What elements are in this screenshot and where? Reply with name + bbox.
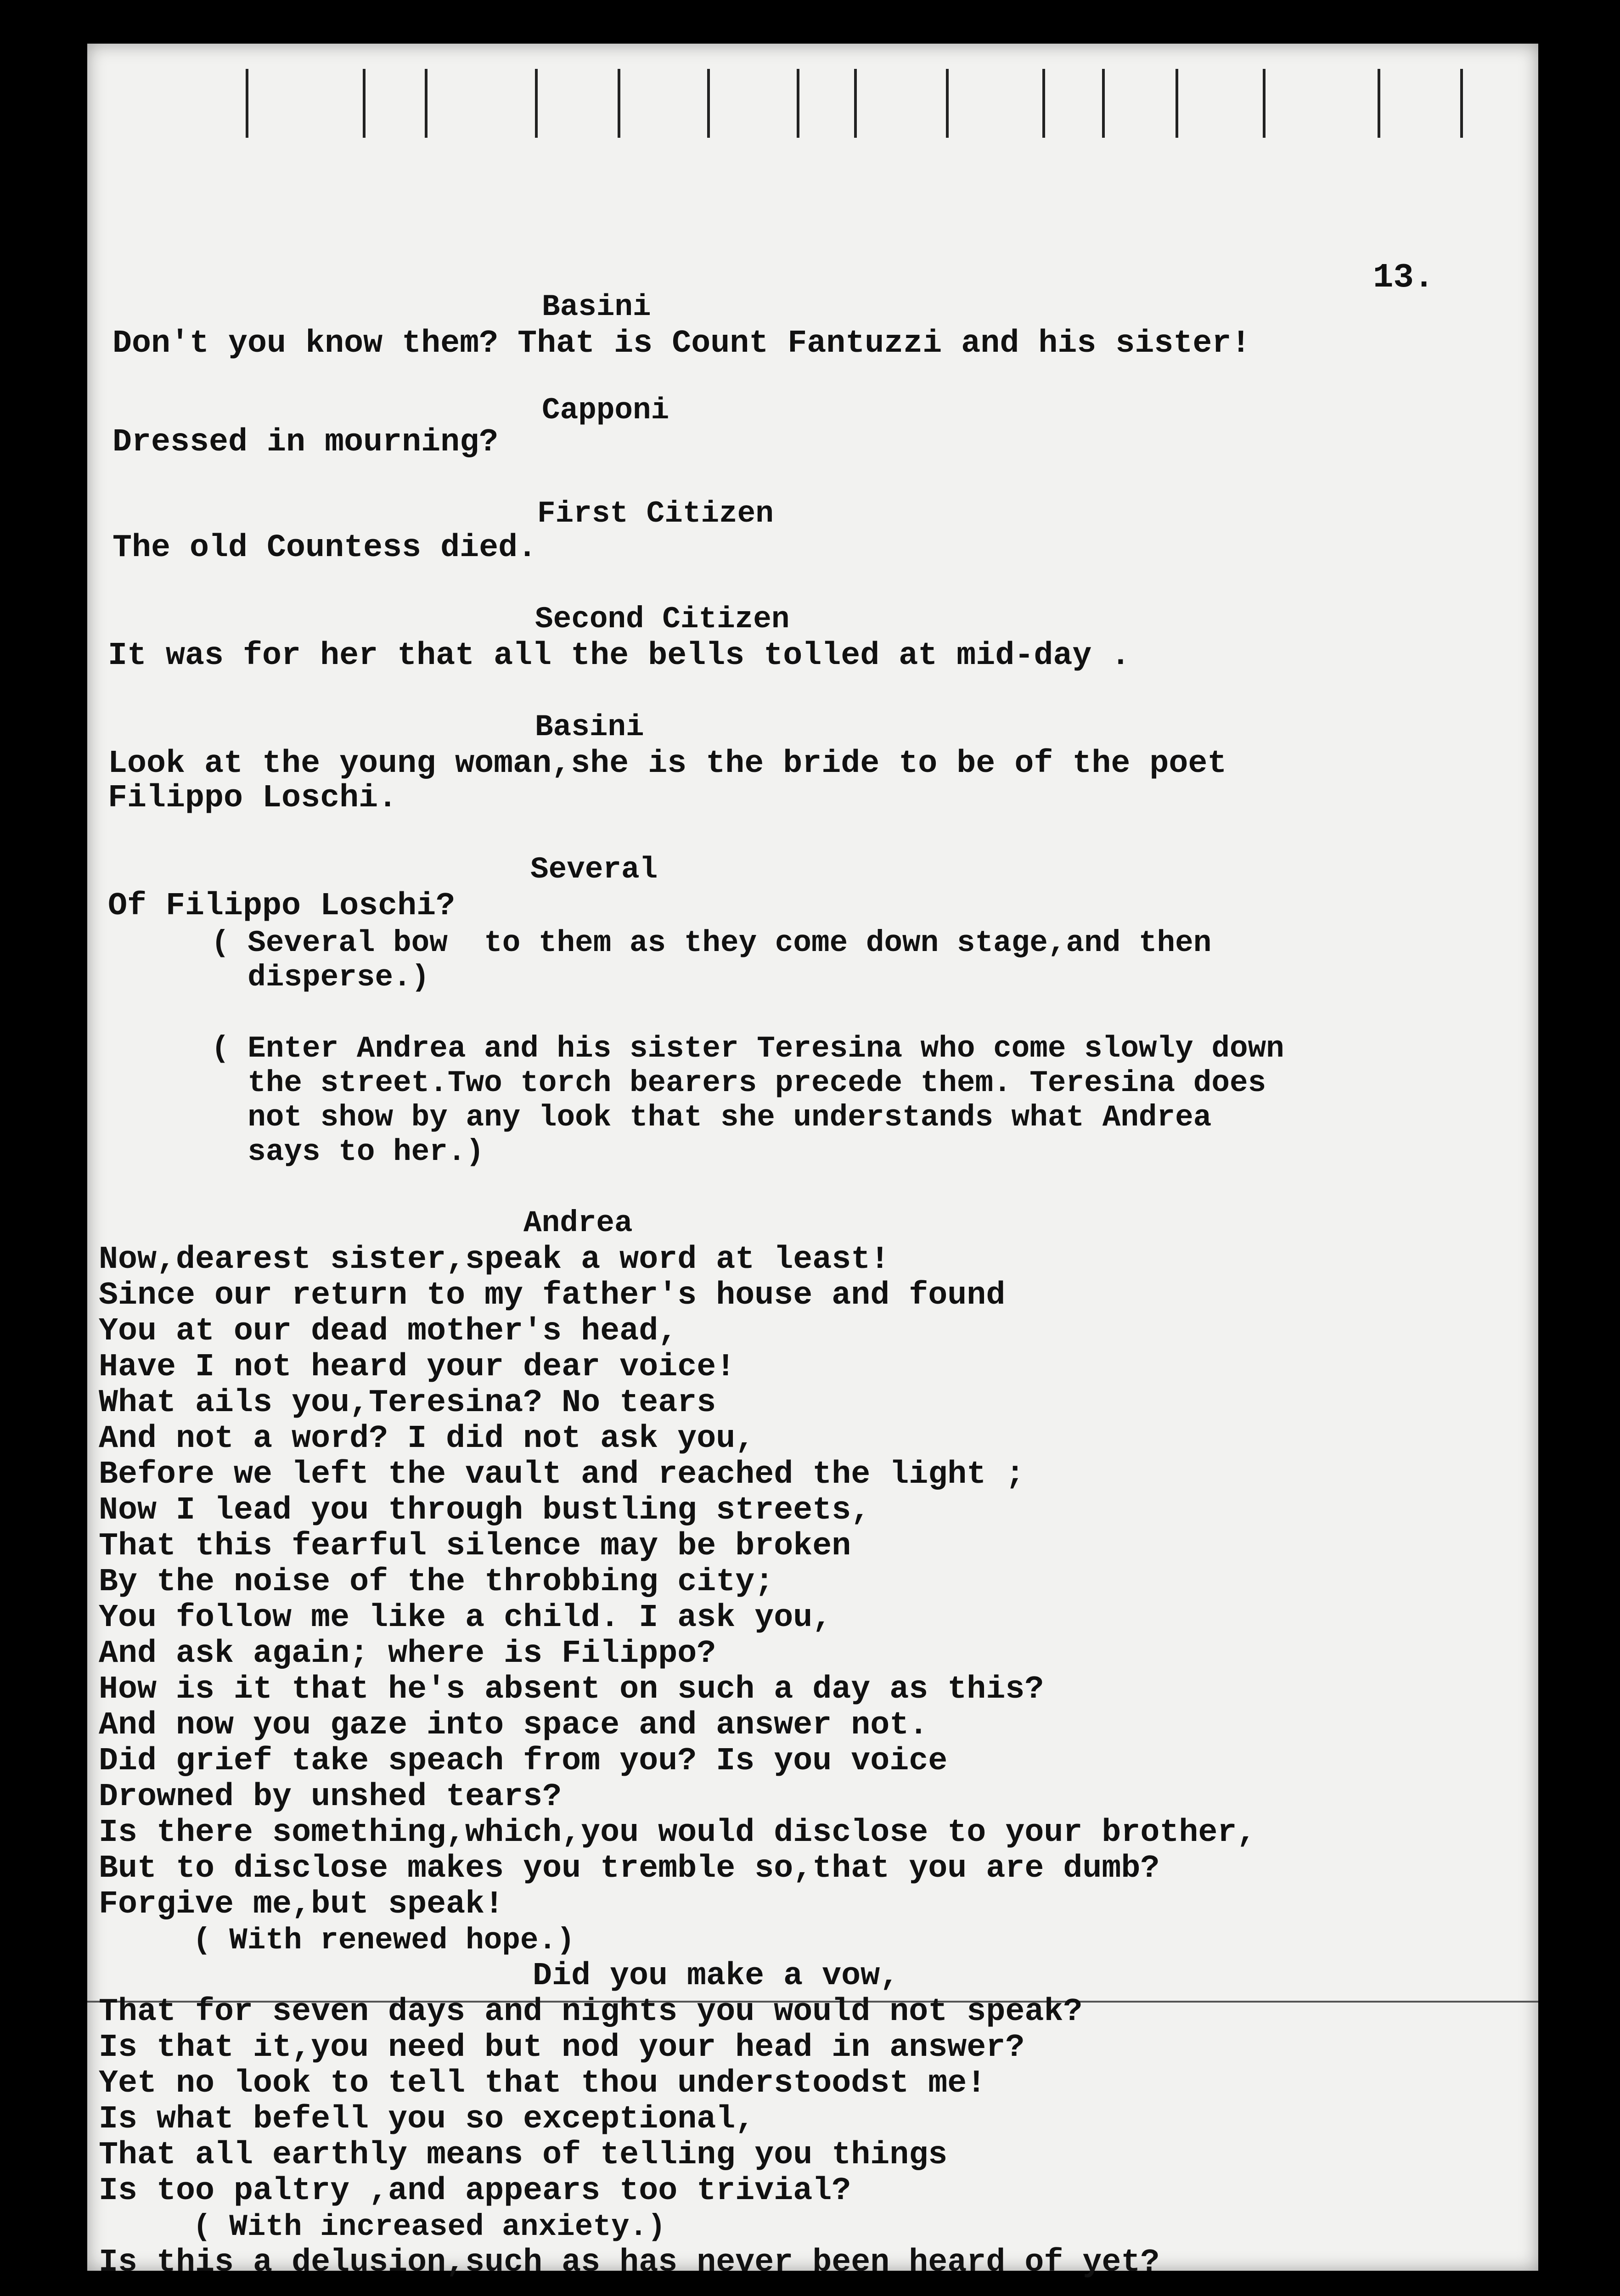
- tick-mark: [946, 69, 949, 138]
- stage-direction: ( Several bow to them as they come down stage,and then: [211, 926, 1212, 960]
- dialogue-line: Of Filippo Loschi?: [108, 888, 456, 924]
- speaker-name: Capponi: [542, 393, 669, 428]
- tick-mark: [363, 69, 366, 138]
- tick-mark: [535, 69, 538, 138]
- verse-line: That for seven days and nights you would not speak?: [99, 1994, 1083, 2030]
- dialogue-line: The old Countess died.: [112, 530, 537, 566]
- verse-line: Have I not heard your dear voice!: [99, 1349, 736, 1385]
- stage-direction: says to her.): [211, 1135, 484, 1169]
- speaker-name: First Citizen: [537, 496, 774, 531]
- verse-line: You follow me like a child. I ask you,: [99, 1600, 832, 1636]
- punch-tick-marks: [87, 69, 1538, 142]
- dialogue-line: Dressed in mourning?: [112, 424, 499, 461]
- speaker-name: Basini: [535, 710, 644, 744]
- stage-direction: ( With increased anxiety.): [193, 2210, 666, 2244]
- verse-line: Is what befell you so exceptional,: [99, 2101, 755, 2138]
- verse-line: But to disclose makes you tremble so,that you are dumb?: [99, 1851, 1160, 1887]
- stage-direction: not show by any look that she understands what Andrea: [211, 1100, 1212, 1135]
- verse-line: Is that it,you need but nod your head in answer?: [99, 2030, 1025, 2066]
- tick-mark: [618, 69, 620, 138]
- dialogue-line: Look at the young woman,she is the bride to be of the poet: [108, 746, 1227, 782]
- verse-line: And not a word? I did not ask you,: [99, 1421, 755, 1457]
- verse-line: By the noise of the throbbing city;: [99, 1564, 774, 1600]
- verse-line: That all earthly means of telling you things: [99, 2137, 948, 2173]
- verse-line: Now I lead you through bustling streets,: [99, 1492, 871, 1529]
- tick-mark: [1378, 69, 1380, 138]
- verse-line: Since our return to my father's house and found: [99, 1277, 1006, 1314]
- verse-line: And ask again; where is Filippo?: [99, 1636, 716, 1672]
- tick-mark: [1263, 69, 1266, 138]
- dialogue-line: Filippo Loschi.: [108, 780, 398, 816]
- verse-line: Did grief take speach from you? Is you voice: [99, 1743, 948, 1779]
- verse-line: Is this a delusion,such as has never been heard of yet?: [99, 2245, 1160, 2281]
- tick-mark: [1042, 69, 1045, 138]
- verse-line: Now,dearest sister,speak a word at least!: [99, 1242, 890, 1278]
- typescript-page: [87, 44, 1538, 2281]
- tick-mark: [1460, 69, 1463, 138]
- stage-direction: ( Enter Andrea and his sister Teresina who come slowly down: [211, 1031, 1284, 1066]
- verse-line: Is too paltry ,and appears too trivial?: [99, 2173, 851, 2209]
- verse-line: Did you make a vow,: [533, 1958, 900, 1994]
- verse-line: Yet no look to tell that thou understoodst me!: [99, 2065, 986, 2102]
- verse-line: Before we left the vault and reached the light ;: [99, 1457, 1025, 1493]
- tick-mark: [425, 69, 428, 138]
- stage-direction: the street.Two torch bearers precede them. Teresina does: [211, 1066, 1266, 1100]
- tick-mark: [1102, 69, 1105, 138]
- page-number: 13.: [1373, 259, 1434, 297]
- verse-line: Forgive me,but speak!: [99, 1886, 504, 1923]
- dialogue-line: Don't you know them? That is Count Fantuzzi and his sister!: [112, 326, 1251, 362]
- speaker-name: Several: [530, 852, 658, 887]
- verse-line: Is there something,which,you would disclose to your brother,: [99, 1815, 1256, 1851]
- verse-line: That this fearful silence may be broken: [99, 1528, 851, 1564]
- tick-mark: [854, 69, 857, 138]
- speaker-name: Basini: [542, 290, 651, 324]
- tick-mark: [246, 69, 248, 138]
- verse-line: How is it that he's absent on such a day as this?: [99, 1671, 1044, 1708]
- tick-mark: [707, 69, 710, 138]
- tick-mark: [1176, 69, 1178, 138]
- speaker-name: Second Citizen: [535, 602, 790, 636]
- tick-mark: [797, 69, 799, 138]
- stage-direction: ( With renewed hope.): [193, 1923, 575, 1958]
- verse-line: Drowned by unshed tears?: [99, 1779, 562, 1815]
- stage-direction: disperse.): [211, 960, 430, 995]
- dialogue-line: It was for her that all the bells tolled at mid-day .: [108, 638, 1131, 674]
- verse-line: You at our dead mother's head,: [99, 1313, 678, 1350]
- verse-line: What ails you,Teresina? No tears: [99, 1385, 716, 1421]
- speaker-name: Andrea: [523, 1206, 633, 1240]
- verse-line: And now you gaze into space and answer not.: [99, 1707, 928, 1744]
